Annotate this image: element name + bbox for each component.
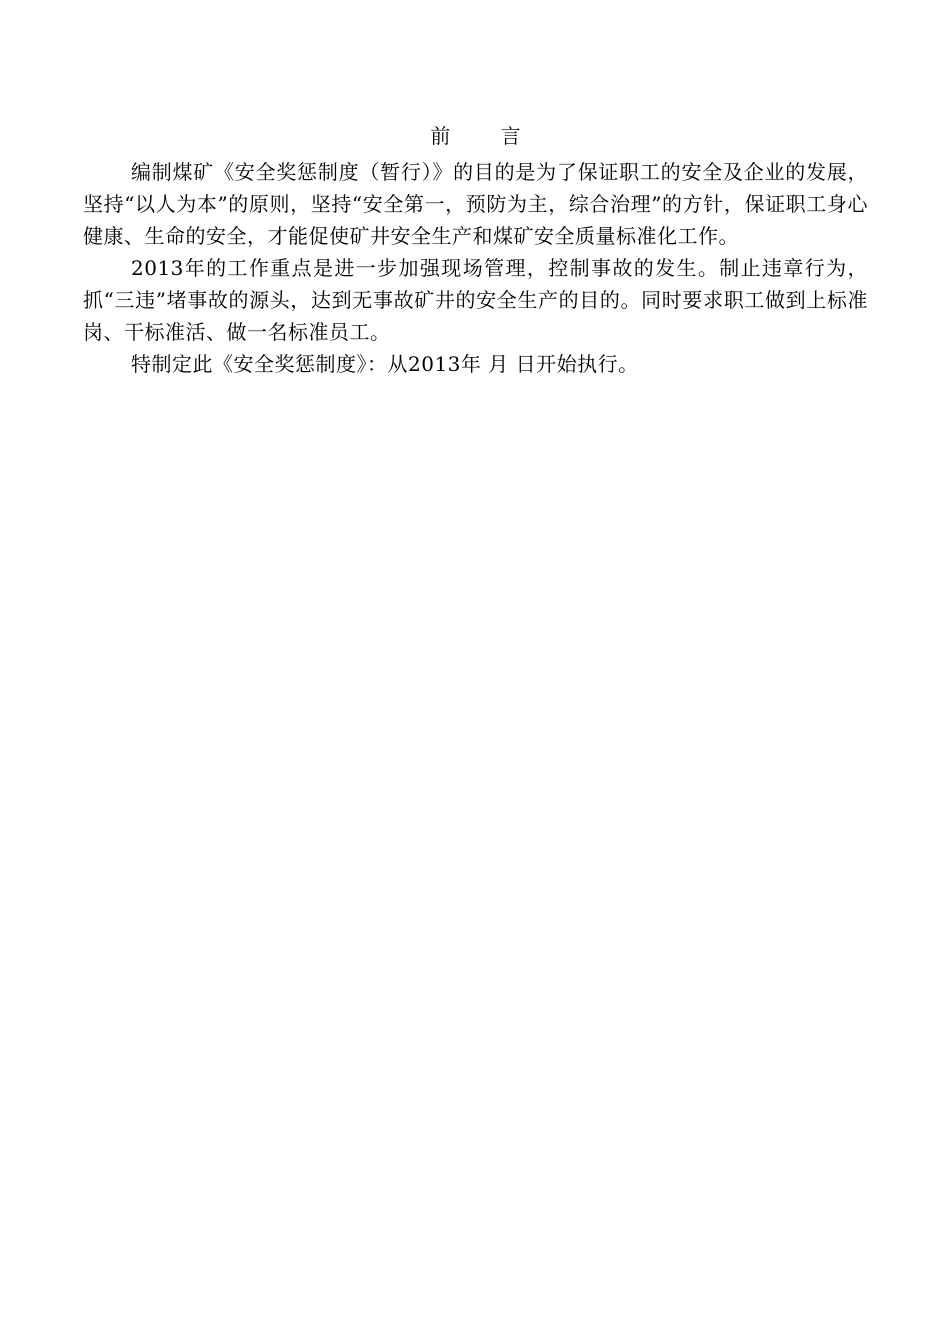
document-body [83, 120, 868, 380]
page-title: 前 言 [430, 124, 543, 148]
paragraph-purpose: 编制煤矿《安全奖惩制度（暂行）》的目的是为了保证职工的安全及企业的发展，坚持“以人为本”的原则，坚持“安全第一，预防为主，综合治理”的方针，保证职工身心健康、生命的安全，才能促使矿井安全生产和煤矿安全质量标准化工作。 [83, 160, 868, 248]
paragraph-effective-date: 特制定此《安全奖惩制度》：从2013年 月 日开始执行。 [131, 352, 639, 376]
paragraph-focus-2013: 2013年的工作重点是进一步加强现场管理，控制事故的发生。制止违章行为，抓“三违”堵事故的源头，达到无事故矿井的安全生产的目的。同时要求职工做到上标准岗、干标准活、做一名标准员工。 [83, 256, 868, 344]
